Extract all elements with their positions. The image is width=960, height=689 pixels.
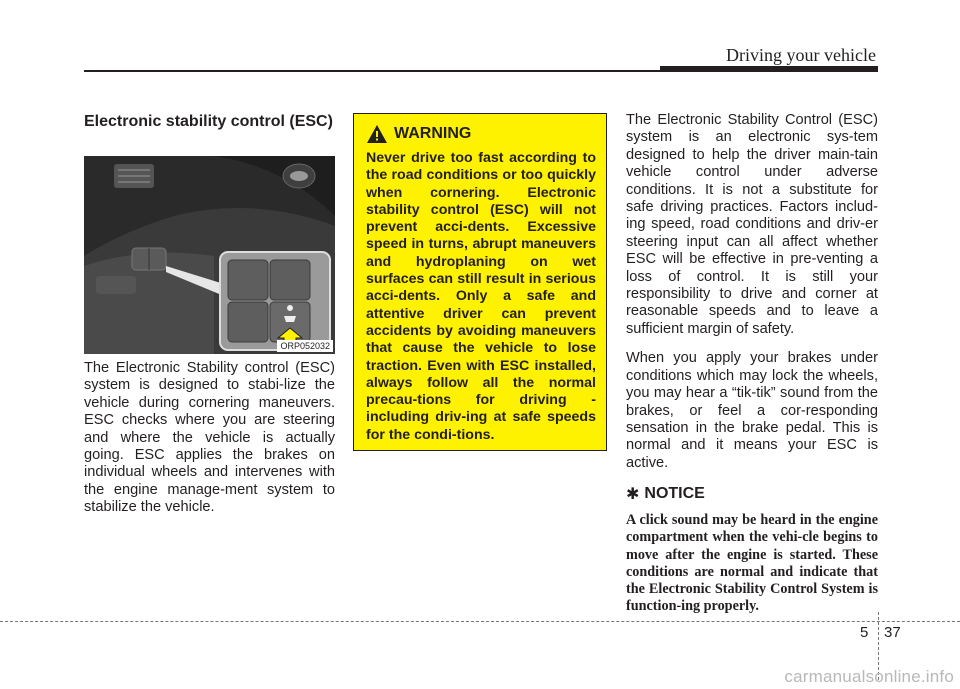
- section-heading: Electronic stability control (ESC): [84, 113, 333, 130]
- left-column-text: [84, 360, 335, 529]
- chapter-number: 5: [860, 624, 869, 641]
- header-rule-thin: [84, 70, 660, 72]
- brake-sound-paragraph: When you apply your brakes under conditions which may lock the wheels, you may hear a “tik-tik” sound from the brakes, or feel a cor-responding sensation in the brake pedal. This is normal and it means your ESC is active.: [626, 350, 878, 471]
- esc-switch-figure: [84, 156, 335, 354]
- warning-triangle-icon: [366, 124, 388, 144]
- right-column: [626, 112, 878, 615]
- notice-body: A click sound may be heard in the engine compartment when the vehi-cle begins to move after the engine is started. These conditions are normal and indicate that the Electronic Stability Control System is function-ing properly.: [626, 512, 878, 615]
- warning-body: Never drive too fast according to the road conditions or too quickly when cornering. Electronic stability control (ESC) will not prevent acci-dents. Excessive speed in turns, abrupt maneuvers and hydroplaning on wet surfaces can still result in serious acci-dents. Only a safe and attentive driver can prevent accidents by avoiding maneuvers that cause the vehicle to lose traction. Even with ESC installed, always follow all the normal precau-tions for driving - including driv-ing at safe speeds for the condi-tions.: [366, 150, 596, 443]
- header-rule-thick: [660, 66, 878, 72]
- esc-description-paragraph: The Electronic Stability Control (ESC) system is an electronic sys-tem designed to help the driver main-tain vehicle control under adverse conditions. It is not a substitute for safe driving practices. Factors includ-ing speed, road conditions and driv-er steering input can all affect whether ESC will be effective in pre-venting a loss of control. It is still your responsibility to drive and corner at reasonable speeds and to leave a sufficient margin of safety.: [626, 112, 878, 337]
- watermark: carmanualsonline.info: [784, 667, 954, 686]
- notice-star-icon: ✱: [626, 486, 640, 504]
- warning-title: WARNING: [394, 125, 472, 142]
- figure-label: ORP052032: [277, 340, 333, 352]
- notice-title: NOTICE: [644, 485, 705, 503]
- page-number: 37: [884, 624, 901, 641]
- footer-rule: [0, 621, 960, 622]
- dashboard-illustration: [84, 156, 335, 354]
- intro-paragraph: The Electronic Stability control (ESC) system is designed to stabi-lize the vehicle during cornering maneuvers. ESC checks where you are steering and where the vehicle is actually going. ESC applies the brakes on individual wheels and intervenes with the engine manage-ment system to stabilize the vehicle.: [84, 360, 335, 516]
- section-title: Driving your vehicle: [726, 45, 876, 65]
- warning-box: [353, 113, 607, 451]
- warning-header: [366, 122, 596, 146]
- notice-header: [626, 484, 878, 504]
